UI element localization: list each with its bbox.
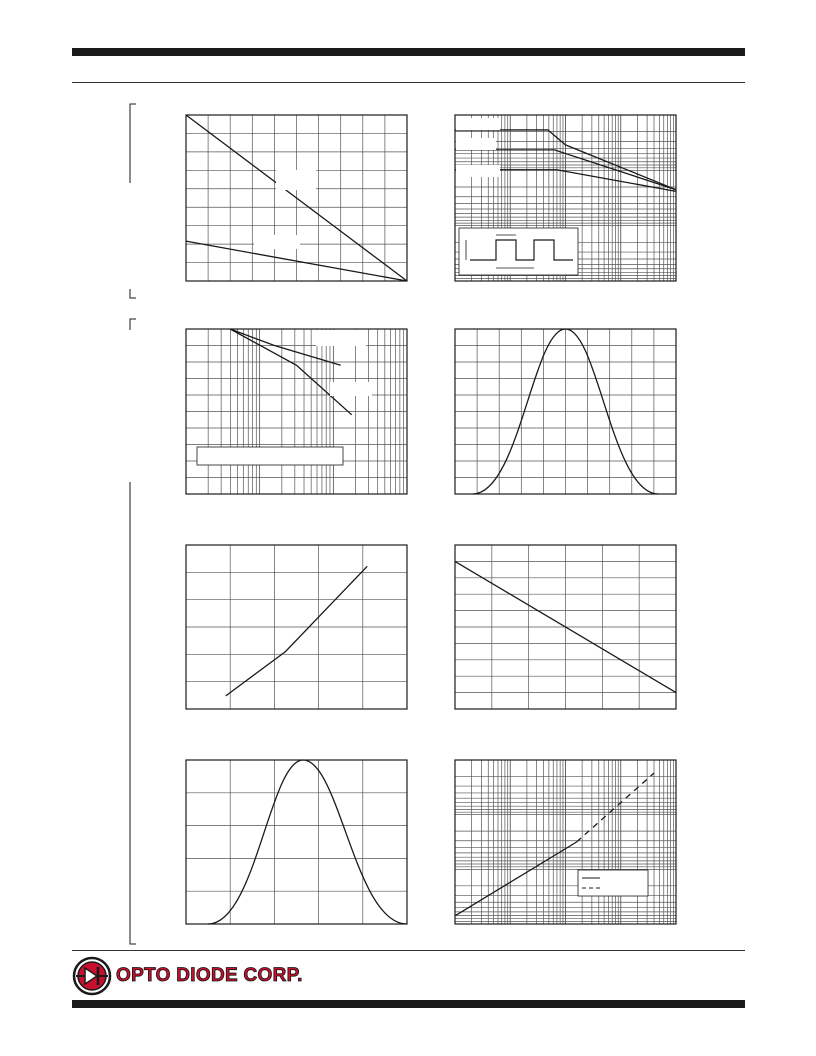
graph-1-label-box-2 [254,235,300,249]
graph-3-label-box-3 [197,447,343,465]
bracket-1-bottom [130,289,136,298]
graph-1-label-box-1 [276,170,316,190]
bracket-2-bottom [130,482,136,944]
bracket-1-top [130,104,136,183]
graph-5-grid [186,545,407,709]
graph-3-label-box-2 [330,382,372,396]
graph-4-grid [455,329,676,494]
graph-3-grid [186,329,407,494]
bracket-2-top [130,319,136,330]
graph-5-curve-0 [226,566,367,696]
footer-bar [72,1000,745,1008]
photodiode-symbol-icon [72,956,112,996]
company-logo [72,955,303,997]
graph-7-curve-0 [208,760,407,924]
graph-2-label-box-3 [456,165,500,177]
company-name: OPTO DIODE CORP. [116,965,303,986]
graph-2-label-box-1 [456,118,500,130]
graph-3-label-box-1 [316,330,366,346]
graph-2-label-box-2 [456,138,496,150]
graph-8-grid [455,760,676,924]
footer-rule [72,950,745,951]
graph-8-legend-box [578,870,648,896]
